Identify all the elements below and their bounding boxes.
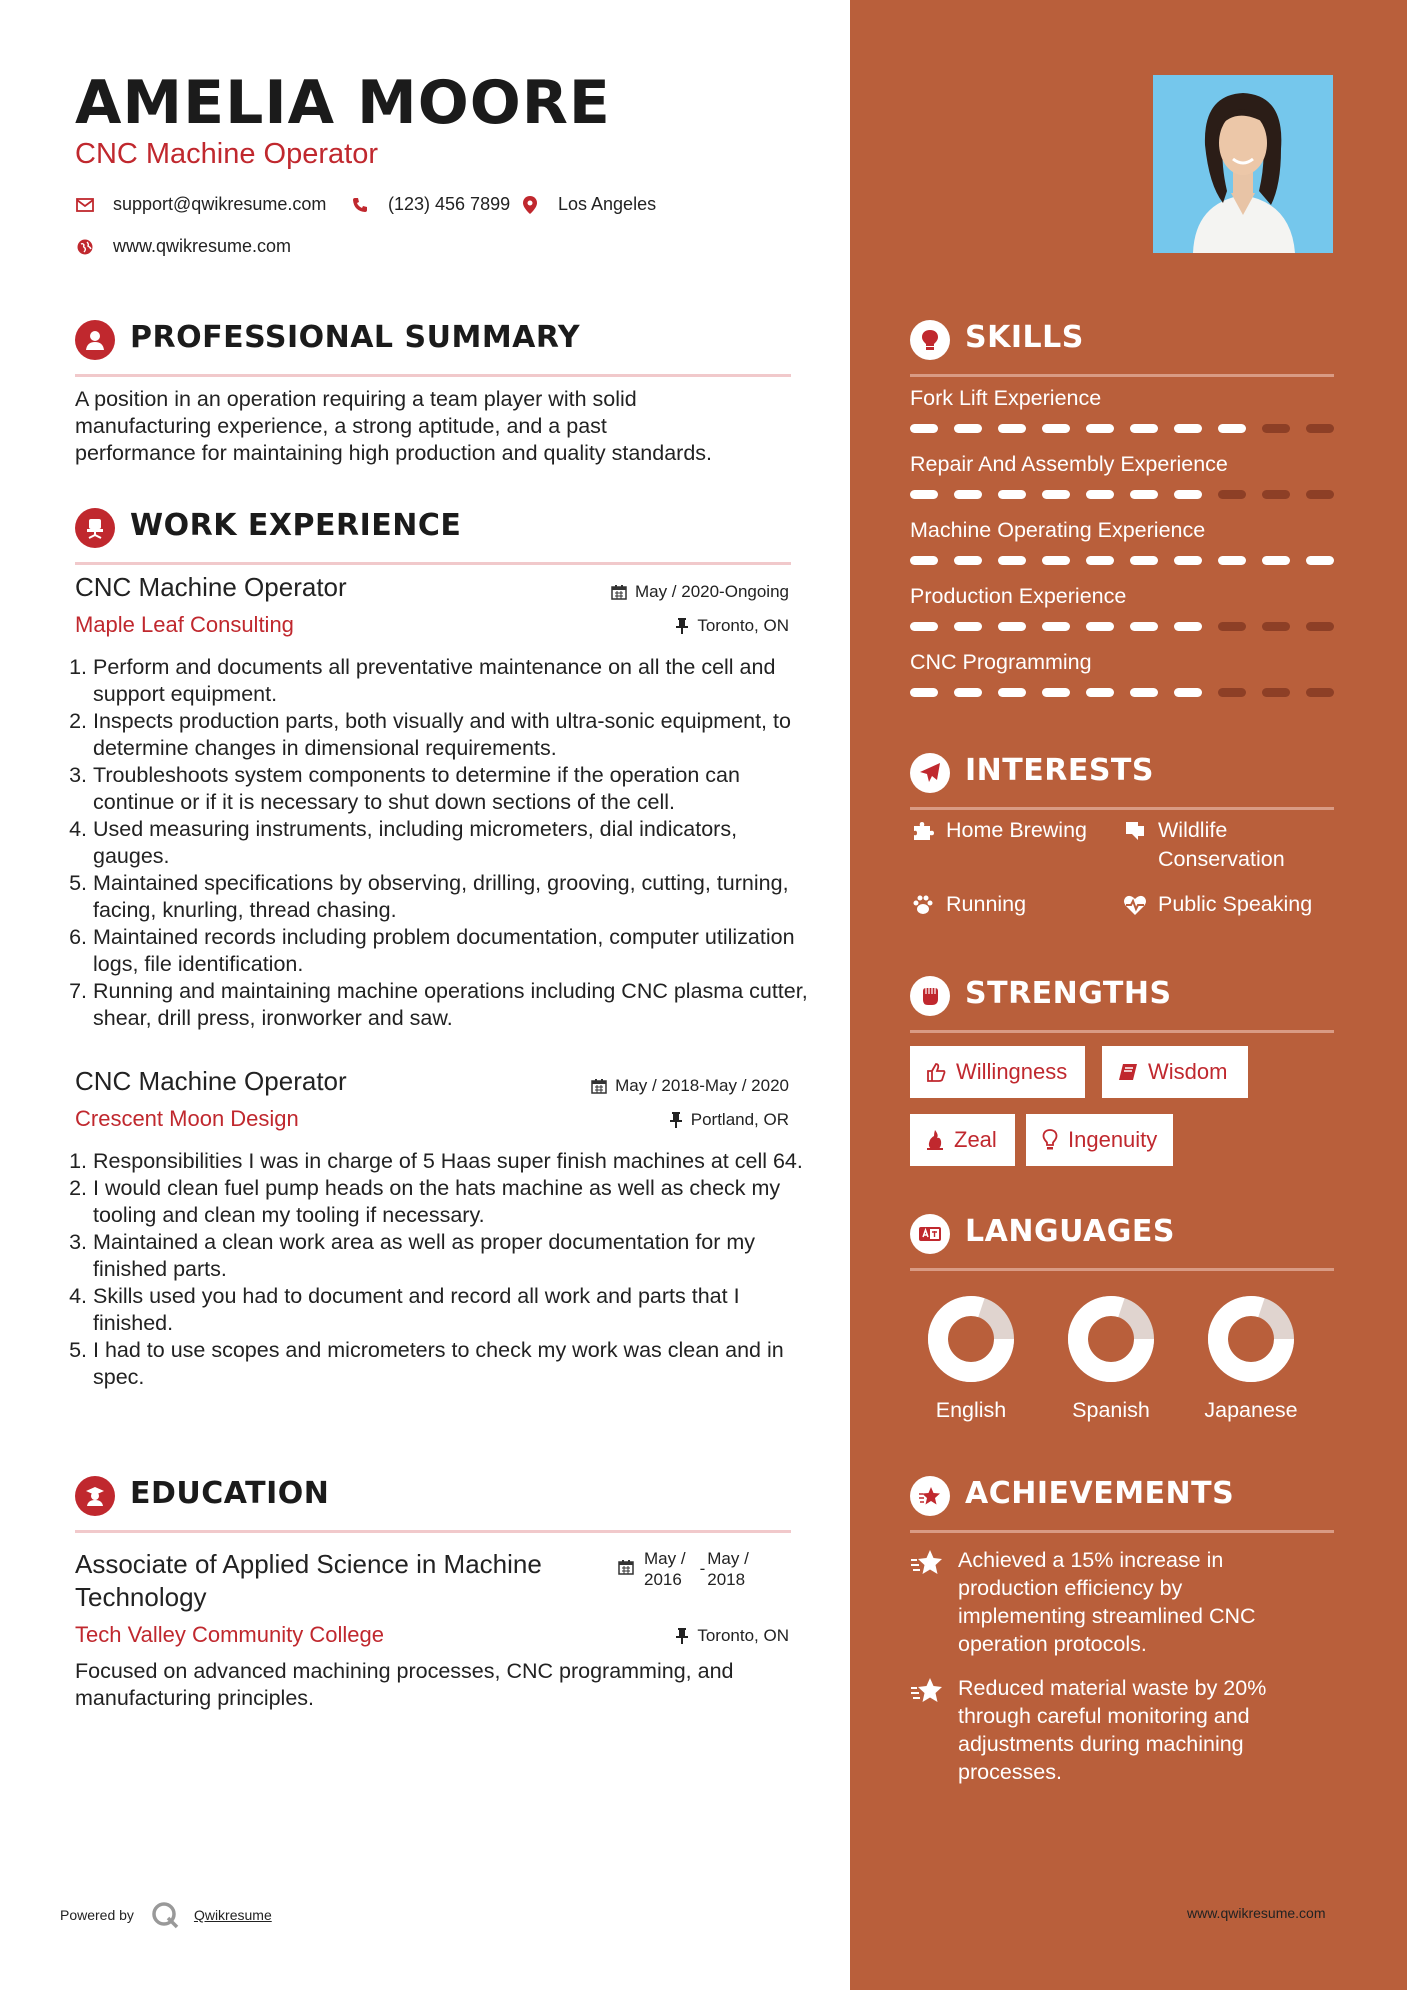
skill-rating-dash [1174,556,1202,565]
skill-rating [910,490,1334,499]
date-part: 2018 [707,1570,746,1589]
skill-rating [910,556,1334,565]
job-date-text: May / 2020-Ongoing [634,582,789,601]
puzzle-icon [910,816,936,842]
thumbs-up-icon [926,1062,946,1082]
powered-by [60,1900,272,1930]
job-date [611,582,789,602]
language-donut [1208,1296,1294,1382]
list-item: 5. Maintained specifications by observing, drilling, grooving, cutting, turning, facing, knurling, thread chasing. [93,870,813,924]
skills-section-header [910,314,1334,377]
summary-line: A position in an operation requiring a team player with solid [75,387,637,411]
interest-label-line: Wildlife [1158,818,1228,842]
skill-name: Production Experience [910,584,1127,608]
star-icon [910,1674,946,1786]
skill-rating-dash [1218,688,1246,697]
skill-rating-dash [1130,556,1158,565]
list-item: 3. Troubleshoots system components to determine if the operation can continue or if it is necessary to shut down sections of the cell. [93,762,813,816]
languages-section-header [910,1208,1334,1271]
skill-name: CNC Programming [910,650,1092,674]
phone-text: (123) 456 7899 [388,194,511,214]
skill-rating-dash [910,424,938,433]
contact-email[interactable] [75,194,326,215]
skill-rating-dash [998,622,1026,631]
interest-label-line: Conservation [1158,847,1285,871]
pushpin-icon [675,618,689,634]
language-donut [928,1296,1014,1382]
achievement-text [958,1674,1266,1786]
list-item: 2. I would clean fuel pump heads on the hats machine as well as check my tooling and clean my tooling if necessary. [93,1175,813,1229]
description-line: Focused on advanced machining processes, CNC programming, and [75,1659,734,1683]
skill-rating-dash [1306,556,1334,565]
profile-photo [1153,75,1333,253]
achievement-item [910,1674,1330,1786]
degree-line: Associate of Applied Science in Machine [75,1549,542,1579]
achievement-line: through careful monitoring and [958,1704,1250,1728]
languages-heading: LANGUAGES [965,1214,1175,1249]
skill-rating-dash [910,490,938,499]
skill-rating-dash [1306,490,1334,499]
strength-label: Willingness [956,1059,1068,1084]
qwikresume-link[interactable]: Qwikresume [193,1907,272,1923]
job-location-text: Toronto, ON [697,616,789,635]
list-item: 4. Used measuring instruments, including micrometers, dial indicators, gauges. [93,816,813,870]
achievement-line: implementing streamlined CNC [958,1604,1256,1628]
strength-badge [1026,1114,1173,1166]
achievement-line: processes. [958,1760,1062,1784]
skill-rating-dash [1174,424,1202,433]
paw-icon [910,890,936,916]
education-description [75,1658,795,1712]
interests-section-header [910,747,1334,810]
list-item: 1. Responsibilities I was in charge of 5 Haas super finish machines at cell 64. [93,1148,813,1175]
interest-label: Public Speaking [1158,892,1313,916]
lightbulb-icon [910,320,950,360]
paper-plane-icon [910,753,950,793]
job-date-text: May / 2018-May / 2020 [615,1076,789,1095]
date-separator: - [699,1559,706,1578]
skill-rating-dash [954,490,982,499]
graduate-icon [75,1476,115,1516]
skill-rating-dash [1042,556,1070,565]
education-location-text: Toronto, ON [697,1626,789,1645]
school-name: Tech Valley Community College [75,1622,384,1647]
strength-badge [910,1114,1015,1166]
globe-icon [75,239,95,255]
language-name: Japanese [1204,1398,1298,1422]
description-line: manufacturing principles. [75,1686,315,1710]
job-responsibilities [75,1148,813,1391]
skill-rating-dash [1306,622,1334,631]
skill-rating-dash [1174,688,1202,697]
job-title: CNC Machine Operator [75,572,347,602]
skill-rating-dash [1086,688,1114,697]
education-dates [618,1548,749,1590]
interest-item [1122,816,1285,874]
skill-rating-dash [1218,622,1246,631]
map-marker-icon [520,196,540,214]
summary-heading: PROFESSIONAL SUMMARY [130,320,581,355]
job-location-text: Portland, OR [690,1110,789,1129]
summary-line: performance for maintaining high production and quality standards. [75,441,713,465]
calendar-icon [611,584,627,600]
book-icon [1118,1063,1138,1081]
skill-rating-dash [910,622,938,631]
lightbulb-outline-icon [1042,1129,1058,1151]
skill-rating-dash [1262,490,1290,499]
job-location [675,616,789,636]
contact-location [520,194,656,215]
skill-rating-dash [1306,424,1334,433]
qwikresume-logo-icon [150,1900,180,1930]
fire-icon [926,1129,944,1151]
skill-rating-dash [1218,424,1246,433]
skill-rating-dash [1262,688,1290,697]
leaf-icon [1122,816,1148,842]
skill-rating-dash [1086,490,1114,499]
skill-rating [910,688,1334,697]
list-item: 3. Maintained a clean work area as well as proper documentation for my finished parts. [93,1229,813,1283]
skill-rating-dash [998,424,1026,433]
skills-heading: SKILLS [965,320,1084,355]
experience-section-header [75,502,791,565]
strength-label: Zeal [954,1127,997,1152]
strength-badge [910,1046,1085,1098]
skill-rating-dash [1262,424,1290,433]
strength-label: Ingenuity [1068,1127,1158,1152]
achievements-section-header [910,1470,1334,1533]
job-company: Maple Leaf Consulting [75,612,294,637]
language-name: Spanish [1072,1398,1150,1422]
footer-website[interactable]: www.qwikresume.com [1187,1905,1326,1921]
star-icon [910,1546,946,1658]
interest-label [1158,816,1285,874]
summary-section-header [75,314,791,377]
skill-rating-dash [1174,622,1202,631]
education-location [675,1626,789,1646]
interest-item [1122,890,1312,919]
list-item: 5. I had to use scopes and micrometers to check my work was clean and in spec. [93,1337,813,1391]
skill-rating-dash [1130,622,1158,631]
experience-heading: WORK EXPERIENCE [130,508,462,543]
skill-rating-dash [1042,490,1070,499]
skill-rating-dash [1130,490,1158,499]
skill-rating-dash [1218,556,1246,565]
date-part: May / [707,1549,749,1568]
summary-line: manufacturing experience, a strong aptitude, and a past [75,414,607,438]
education-heading: EDUCATION [130,1476,330,1511]
skill-rating [910,622,1334,631]
star-icon [910,1476,950,1516]
pushpin-icon [669,1112,683,1128]
location-text: Los Angeles [558,194,657,214]
skill-rating-dash [910,688,938,697]
achievement-line: production efficiency by [958,1576,1183,1600]
language-icon [910,1214,950,1254]
achievement-line: Reduced material waste by 20% [958,1676,1267,1700]
list-item: 7. Running and maintaining machine operations including CNC plasma cutter, shear, drill press, ironworker and saw. [93,978,813,1032]
candidate-title: CNC Machine Operator [75,138,378,170]
calendar-icon [618,1548,634,1590]
heartbeat-icon [1122,890,1148,916]
powered-by-text: Powered by [60,1907,134,1923]
fist-icon [910,976,950,1016]
skill-rating-dash [1086,424,1114,433]
contact-phone[interactable] [350,194,510,215]
interest-item [910,890,1026,919]
skill-rating-dash [998,556,1026,565]
achievement-line: Achieved a 15% increase in [958,1548,1224,1572]
list-item: 6. Maintained records including problem documentation, computer utilization logs, file identification. [93,924,813,978]
skill-rating-dash [998,490,1026,499]
degree-title [75,1548,615,1614]
skill-rating-dash [1262,556,1290,565]
achievement-line: operation protocols. [958,1632,1147,1656]
skill-rating-dash [1262,622,1290,631]
skill-rating-dash [1306,688,1334,697]
job-location [669,1110,789,1130]
strength-badge [1102,1046,1248,1098]
job-company: Crescent Moon Design [75,1106,299,1131]
skill-rating [910,424,1334,433]
email-text: support@qwikresume.com [113,194,327,214]
website-text: www.qwikresume.com [113,236,292,256]
education-end [707,1548,749,1590]
interest-item [910,816,1087,845]
skill-rating-dash [1042,688,1070,697]
skill-rating-dash [1042,424,1070,433]
contact-website[interactable] [75,236,291,257]
list-item: 2. Inspects production parts, both visually and with ultra-sonic equipment, to determine changes in dimensional requirements. [93,708,813,762]
calendar-icon [591,1078,607,1094]
skill-name: Repair And Assembly Experience [910,452,1228,476]
skill-rating-dash [1086,622,1114,631]
achievement-text [958,1546,1256,1658]
skill-rating-dash [910,556,938,565]
summary-text [75,386,795,467]
education-section-header [75,1470,791,1533]
skill-rating-dash [998,688,1026,697]
achievement-item [910,1546,1330,1658]
language-donut [1068,1296,1154,1382]
skill-rating-dash [1174,490,1202,499]
language-name: English [935,1398,1007,1422]
skill-rating-dash [954,556,982,565]
interest-label: Running [946,892,1027,916]
candidate-name: AMELIA MOORE [75,68,611,138]
skill-rating-dash [1130,424,1158,433]
strength-label: Wisdom [1148,1059,1228,1084]
interests-heading: INTERESTS [965,753,1154,788]
education-start [644,1548,686,1590]
skill-rating-dash [954,622,982,631]
strengths-heading: STRENGTHS [965,976,1172,1011]
skill-rating-dash [1130,688,1158,697]
interest-label: Home Brewing [946,818,1087,842]
achievements-heading: ACHIEVEMENTS [965,1476,1235,1511]
job-date [591,1076,789,1096]
office-chair-icon [75,508,115,548]
user-icon [75,320,115,360]
skill-rating-dash [1086,556,1114,565]
skill-rating-dash [1218,490,1246,499]
job-title: CNC Machine Operator [75,1066,347,1096]
pushpin-icon [675,1628,689,1644]
achievement-line: adjustments during machining [958,1732,1244,1756]
skill-name: Machine Operating Experience [910,518,1206,542]
skill-name: Fork Lift Experience [910,386,1102,410]
skill-rating-dash [1042,622,1070,631]
degree-line: Technology [75,1582,207,1612]
date-part: 2016 [644,1570,682,1589]
envelope-icon [75,198,95,212]
date-part: May / [644,1549,686,1568]
skill-rating-dash [954,688,982,697]
list-item: 4. Skills used you had to document and record all work and parts that I finished. [93,1283,813,1337]
phone-icon [350,197,370,213]
strengths-section-header [910,970,1334,1033]
list-item: 1. Perform and documents all preventative maintenance on all the cell and support equipment. [93,654,813,708]
skill-rating-dash [954,424,982,433]
job-responsibilities [75,654,813,1032]
